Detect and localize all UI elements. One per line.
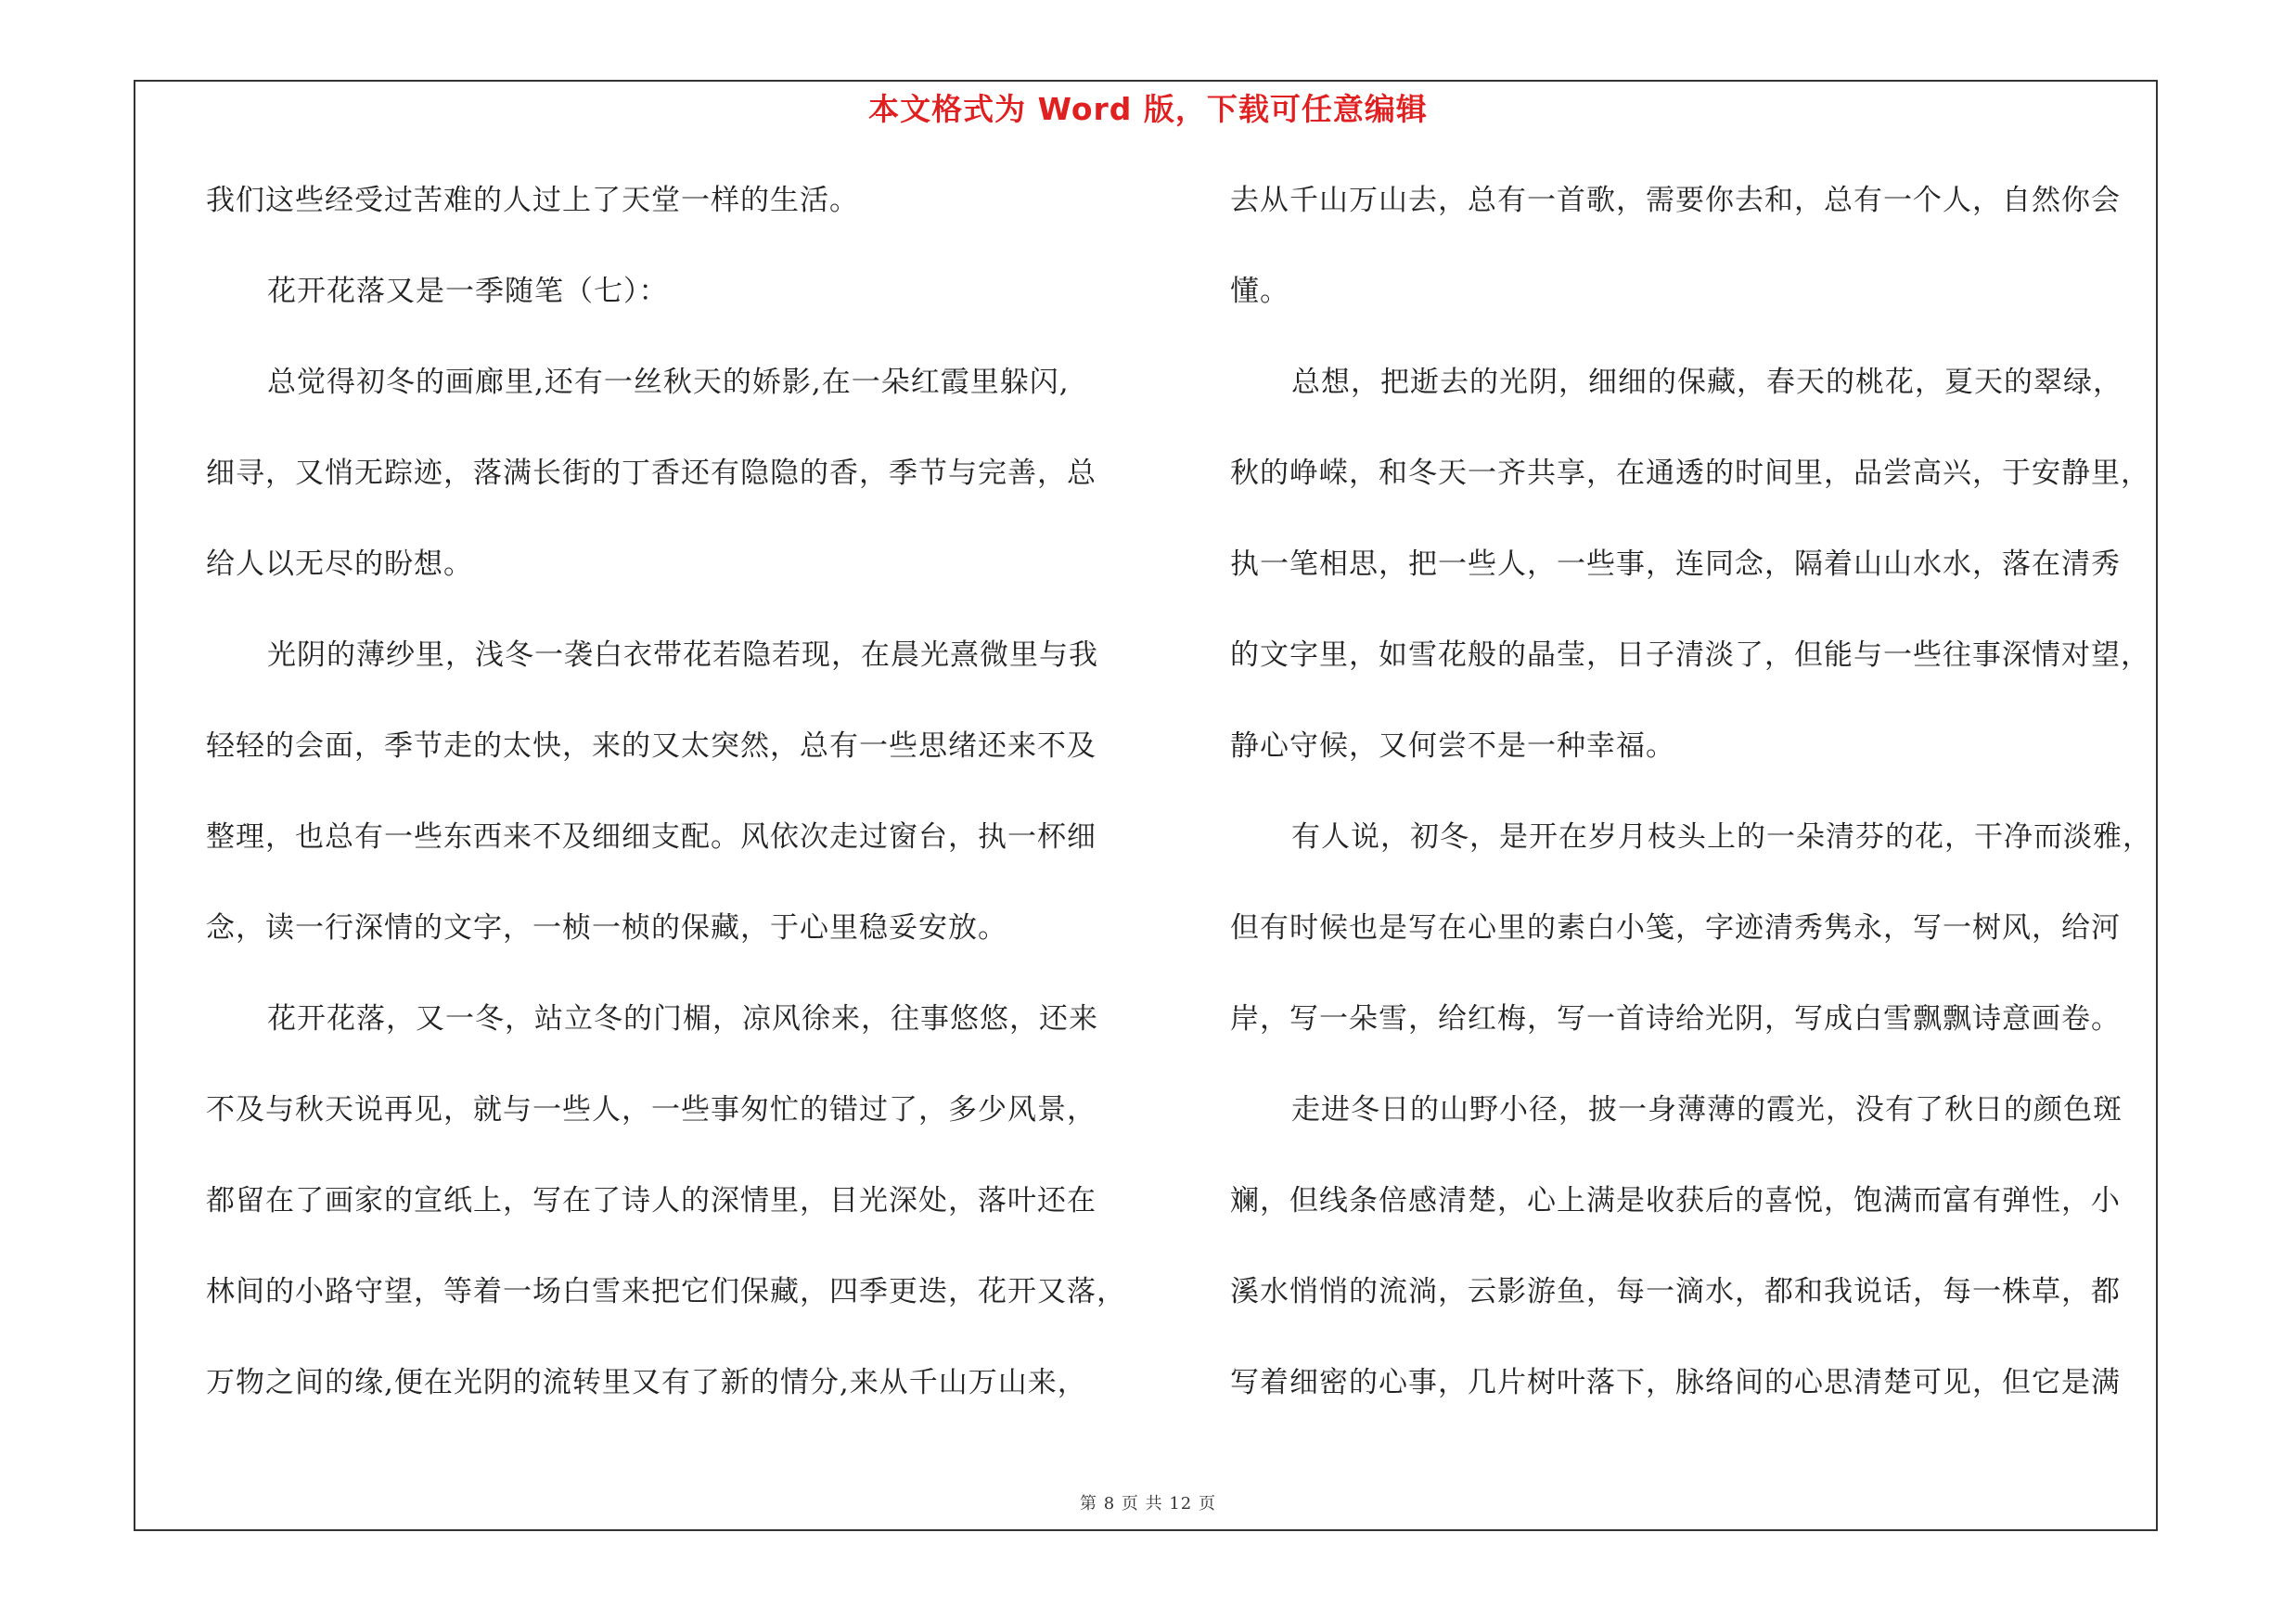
text-line: 走进冬日的山野小径，披一身薄薄的霞光，没有了秋日的颜色斑 bbox=[1291, 1093, 2123, 1127]
section-heading: 花开花落又是一季随笔（七）： bbox=[267, 275, 669, 308]
text-line: 总想，把逝去的光阴，细细的保藏，春天的桃花，夏天的翠绿， bbox=[1291, 366, 2123, 399]
right-column bbox=[1230, 182, 2172, 1455]
text-line: 有人说，初冬，是开在岁月枝头上的一朵清芬的花，干净而淡雅， bbox=[1291, 820, 2152, 854]
text-line: 给人以无尽的盼想。 bbox=[206, 547, 473, 581]
text-line: 光阴的薄纱里，浅冬一袭白衣带花若隐若现，在晨光熹微里与我 bbox=[267, 638, 1098, 672]
text-line: 静心守候，又何尝不是一种幸福。 bbox=[1230, 729, 1675, 763]
text-line: 轻轻的会面，季节走的太快，来的又太突然，总有一些思绪还来不及 bbox=[206, 729, 1097, 763]
text-line: 岸，写一朵雪，给红梅，写一首诗给光阴，写成白雪飘飘诗意画卷。 bbox=[1230, 1002, 2121, 1036]
page-number: 第 8 页 共 12 页 bbox=[1080, 1494, 1216, 1514]
text-line: 秋的峥嵘，和冬天一齐共享，在通透的时间里，品尝高兴，于安静里， bbox=[1230, 457, 2150, 490]
text-line: 念，读一行深情的文字，一桢一桢的保藏，于心里稳妥安放。 bbox=[206, 911, 1007, 945]
text-line: 斓，但线条倍感清楚，心上满是收获后的喜悦，饱满而富有弹性，小 bbox=[1230, 1184, 2121, 1217]
text-line: 我们这些经受过苦难的人过上了天堂一样的生活。 bbox=[206, 184, 859, 217]
left-column bbox=[206, 182, 1143, 1455]
text-line: 都留在了画家的宣纸上，写在了诗人的深情里，目光深处，落叶还在 bbox=[206, 1184, 1097, 1217]
text-line: 执一笔相思，把一些人，一些事，连同念，隔着山山水水，落在清秀 bbox=[1230, 547, 2121, 581]
text-line: 去从千山万山去，总有一首歌，需要你去和，总有一个人，自然你会 bbox=[1230, 184, 2121, 217]
text-line: 总觉得初冬的画廊里,还有一丝秋天的娇影,在一朵红霞里躲闪, bbox=[267, 366, 1070, 399]
text-line: 的文字里，如雪花般的晶莹，日子清淡了，但能与一些往事深情对望， bbox=[1230, 638, 2150, 672]
text-line: 懂。 bbox=[1230, 275, 1289, 308]
text-line: 林间的小路守望，等着一场白雪来把它们保藏，四季更迭，花开又落， bbox=[206, 1275, 1126, 1308]
text-line: 但有时候也是写在心里的素白小笺，字迹清秀隽永，写一树风，给河 bbox=[1230, 911, 2121, 945]
text-line: 万物之间的缘,便在光阴的流转里又有了新的情分,来从千山万山来， bbox=[206, 1366, 1087, 1399]
text-line: 不及与秋天说再见，就与一些人，一些事匆忙的错过了，多少风景， bbox=[206, 1093, 1097, 1127]
text-line: 花开花落，又一冬，站立冬的门楣，凉风徐来，往事悠悠，还来 bbox=[267, 1002, 1098, 1036]
text-line: 细寻，又悄无踪迹，落满长街的丁香还有隐隐的香，季节与完善，总 bbox=[206, 457, 1097, 490]
text-line: 写着细密的心事，几片树叶落下，脉络间的心思清楚可见，但它是满 bbox=[1230, 1366, 2121, 1399]
text-line: 整理，也总有一些东西来不及细细支配。风依次走过窗台，执一杯细 bbox=[206, 820, 1097, 854]
format-banner: 本文格式为 Word 版，下载可任意编辑 bbox=[868, 91, 1428, 127]
text-line: 溪水悄悄的流淌，云影游鱼，每一滴水，都和我说话，每一株草，都 bbox=[1230, 1275, 2121, 1308]
